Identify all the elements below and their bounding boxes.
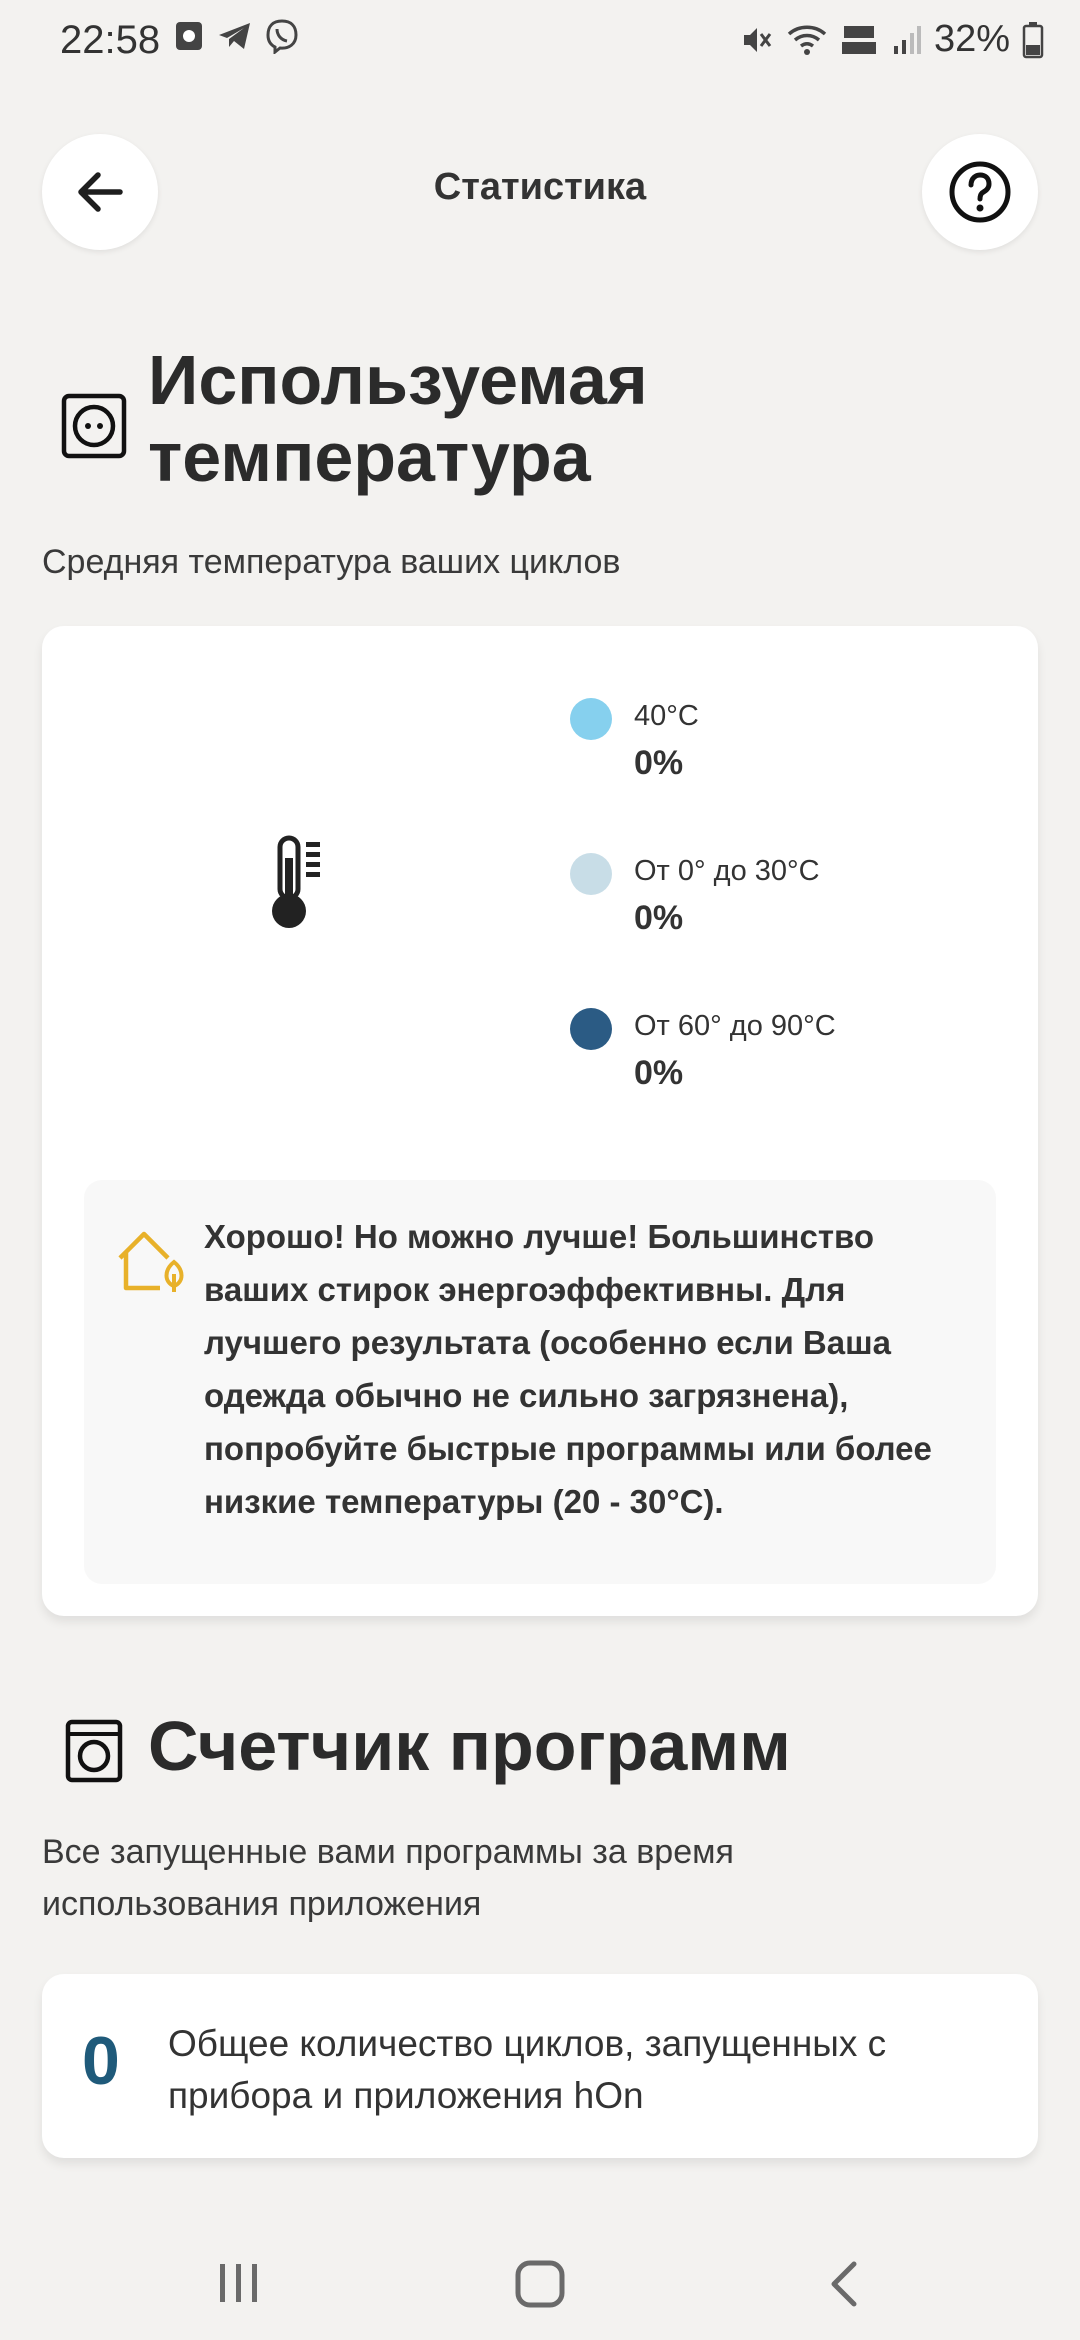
counter-section-subtitle: Все запущенные вами программы за время использования приложения bbox=[42, 1833, 734, 1923]
app-header bbox=[0, 130, 1080, 250]
home-icon[interactable] bbox=[512, 2258, 568, 2310]
cycle-count: 0 bbox=[82, 2023, 120, 2099]
battery-percentage: 32% bbox=[933, 18, 1010, 60]
temperature-section-title: Используемая температура bbox=[148, 341, 648, 496]
legend-value: 0% bbox=[634, 899, 684, 937]
mute-icon bbox=[738, 22, 774, 58]
legend-label: 40°C bbox=[634, 700, 699, 732]
legend-dot-60-90 bbox=[570, 1008, 612, 1050]
recent-apps-icon[interactable] bbox=[210, 2258, 266, 2308]
status-right-icons bbox=[738, 18, 1044, 61]
wifi-icon bbox=[786, 22, 828, 58]
thermometer-icon bbox=[264, 834, 334, 934]
cycle-count-description: Общее количество циклов, запущенных с прибора и приложения hOn bbox=[168, 2023, 887, 2116]
legend-dot-0-30 bbox=[570, 853, 612, 895]
page-title: Статистика bbox=[433, 166, 647, 208]
program-counter-card bbox=[42, 1974, 1038, 2158]
viber-icon bbox=[264, 18, 300, 54]
eco-tip-box bbox=[84, 1180, 996, 1584]
temperature-card bbox=[42, 626, 1038, 1616]
signal-icon bbox=[892, 22, 922, 58]
notification-app-icon bbox=[172, 19, 206, 53]
legend-label: От 60° до 90°C bbox=[634, 1010, 836, 1042]
washer-dial-icon bbox=[60, 392, 128, 460]
counter-section-title: Счетчик программ bbox=[148, 1707, 791, 1785]
legend-value: 0% bbox=[634, 744, 684, 782]
help-icon bbox=[947, 159, 1013, 225]
volte-icon bbox=[840, 22, 880, 58]
status-bar bbox=[0, 0, 1080, 80]
status-time: 22:58 bbox=[60, 18, 161, 62]
legend-dot-40 bbox=[570, 698, 612, 740]
status-notification-icons bbox=[172, 18, 300, 54]
back-nav-icon[interactable] bbox=[820, 2258, 870, 2310]
battery-icon bbox=[1022, 21, 1044, 59]
washing-machine-icon bbox=[64, 1718, 124, 1784]
legend-label: От 0° до 30°C bbox=[634, 855, 820, 887]
eco-house-icon bbox=[116, 1228, 188, 1294]
system-navigation-bar bbox=[0, 2220, 1080, 2340]
temperature-section-subtitle: Средняя температура ваших циклов bbox=[42, 543, 621, 581]
help-button[interactable] bbox=[922, 134, 1038, 250]
telegram-icon bbox=[216, 19, 254, 53]
legend-value: 0% bbox=[634, 1054, 684, 1092]
eco-tip-text: Хорошо! Но можно лучше! Большинство ваших стирок энергоэффективны. Для лучшего результата (особенно если Ваша одежда обычно не сильно загрязнена), попробуйте быстрые программы или более низкие температуры (20 - 30°C). bbox=[204, 1218, 932, 1520]
